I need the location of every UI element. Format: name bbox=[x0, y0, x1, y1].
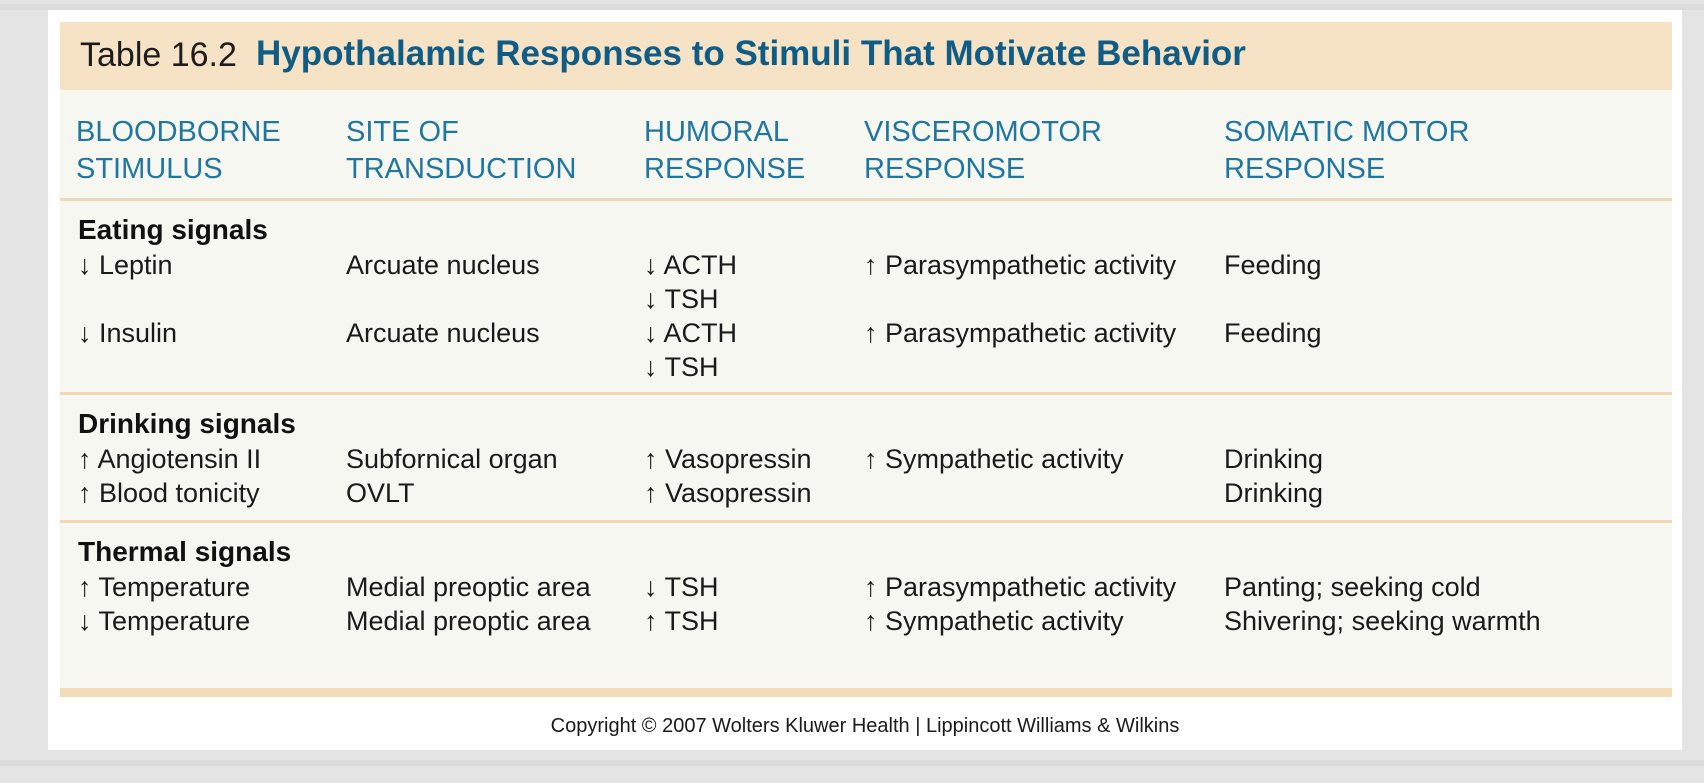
header-line: BLOODBORNE bbox=[76, 116, 281, 148]
cell-somatic: Feeding bbox=[1224, 318, 1322, 348]
header-line: SITE OF bbox=[346, 116, 459, 148]
cell-site: Arcuate nucleus bbox=[346, 318, 540, 348]
cell-somatic: Drinking bbox=[1224, 444, 1324, 474]
header-humoral bbox=[644, 114, 805, 188]
cell-stimulus: ↑ Angiotensin II bbox=[78, 444, 262, 474]
cell-humoral: ↑ Vasopressin bbox=[644, 444, 812, 474]
cell-visceromotor: ↑ Parasympathetic activity bbox=[864, 318, 1177, 348]
header-somatic bbox=[1224, 114, 1469, 188]
slide-panel bbox=[48, 10, 1682, 750]
table bbox=[60, 22, 1672, 688]
table-title-bar bbox=[60, 22, 1672, 90]
cell-somatic: Shivering; seeking warmth bbox=[1224, 606, 1541, 636]
cell-humoral: ↓ TSH bbox=[644, 284, 719, 314]
table-bottom-border bbox=[60, 688, 1672, 697]
table-number: Table 16.2 bbox=[80, 36, 237, 74]
cell-stimulus: ↓ Leptin bbox=[78, 250, 173, 280]
divider bbox=[60, 392, 1672, 395]
cell-somatic: Feeding bbox=[1224, 250, 1322, 280]
group-eating-title: Eating signals bbox=[78, 214, 268, 245]
group-drinking-title: Drinking signals bbox=[78, 408, 296, 439]
cell-stimulus: ↓ Insulin bbox=[78, 318, 178, 348]
header-line: RESPONSE bbox=[1224, 153, 1386, 185]
background-streak bbox=[0, 760, 1704, 766]
cell-stimulus: ↑ Temperature bbox=[78, 572, 251, 602]
cell-humoral: ↓ ACTH bbox=[644, 318, 738, 348]
copyright-notice: Copyright © 2007 Wolters Kluwer Health | Lippincott Williams & Wilkins bbox=[550, 715, 1180, 737]
cell-humoral: ↓ TSH bbox=[644, 352, 719, 382]
cell-visceromotor: ↑ Sympathetic activity bbox=[864, 444, 1124, 474]
cell-humoral: ↓ TSH bbox=[644, 572, 719, 602]
header-visceromotor bbox=[864, 114, 1102, 188]
cell-site: Subfornical organ bbox=[346, 444, 558, 474]
cell-humoral: ↓ ACTH bbox=[644, 250, 738, 280]
cell-site: OVLT bbox=[346, 478, 415, 508]
cell-site: Medial preoptic area bbox=[346, 572, 591, 602]
header-site bbox=[346, 114, 576, 188]
cell-stimulus: ↓ Temperature bbox=[78, 606, 251, 636]
header-line: SOMATIC MOTOR bbox=[1224, 116, 1470, 148]
header-stimulus bbox=[76, 114, 281, 188]
group-thermal-title: Thermal signals bbox=[78, 536, 292, 567]
cell-site: Arcuate nucleus bbox=[346, 250, 540, 280]
cell-visceromotor: ↑ Sympathetic activity bbox=[864, 606, 1124, 636]
header-line: HUMORAL bbox=[644, 116, 790, 148]
cell-site: Medial preoptic area bbox=[346, 606, 591, 636]
cell-humoral: ↑ Vasopressin bbox=[644, 478, 812, 508]
cell-stimulus: ↑ Blood tonicity bbox=[78, 478, 260, 508]
cell-visceromotor: ↑ Parasympathetic activity bbox=[864, 572, 1177, 602]
cell-somatic: Drinking bbox=[1224, 478, 1324, 508]
header-line: VISCEROMOTOR bbox=[864, 116, 1102, 148]
header-line: STIMULUS bbox=[76, 153, 223, 185]
cell-somatic: Panting; seeking cold bbox=[1224, 572, 1481, 602]
header-line: RESPONSE bbox=[644, 153, 806, 185]
table-title: Hypothalamic Responses to Stimuli That Motivate Behavior bbox=[256, 34, 1246, 73]
divider bbox=[60, 520, 1672, 523]
header-line: RESPONSE bbox=[864, 153, 1026, 185]
cell-humoral: ↑ TSH bbox=[644, 606, 719, 636]
header-line: TRANSDUCTION bbox=[346, 153, 577, 185]
cell-visceromotor: ↑ Parasympathetic activity bbox=[864, 250, 1177, 280]
divider bbox=[60, 198, 1672, 201]
